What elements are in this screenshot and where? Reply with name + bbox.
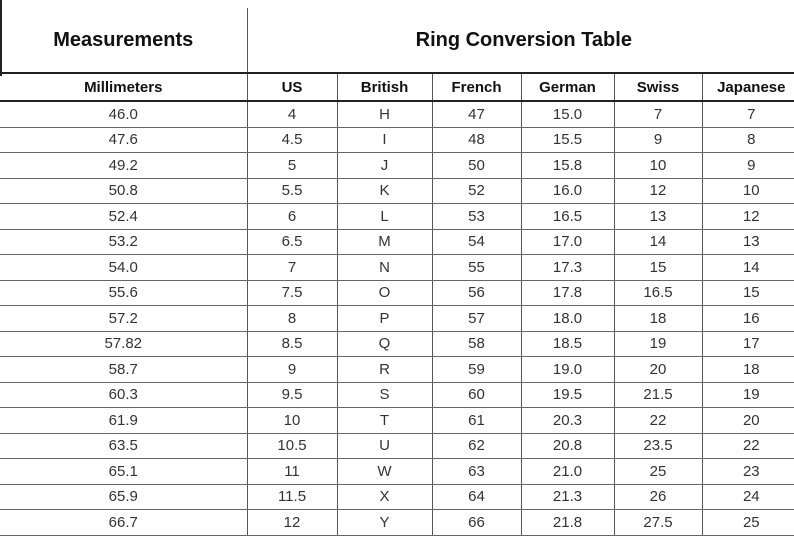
cell-german: 21.3 — [521, 484, 614, 510]
cell-german: 18.0 — [521, 306, 614, 332]
cell-german: 21.8 — [521, 510, 614, 536]
cell-japanese: 22 — [702, 433, 794, 459]
cell-british: K — [337, 178, 432, 204]
cell-japanese: 25 — [702, 510, 794, 536]
cell-millimeters: 46.0 — [0, 101, 247, 127]
cell-millimeters: 65.9 — [0, 484, 247, 510]
cell-japanese: 7 — [702, 101, 794, 127]
cell-millimeters: 57.2 — [0, 306, 247, 332]
cell-swiss: 16.5 — [614, 280, 702, 306]
cell-french: 47 — [432, 101, 521, 127]
cell-swiss: 10 — [614, 153, 702, 179]
cell-millimeters: 65.1 — [0, 459, 247, 485]
cell-millimeters: 53.2 — [0, 229, 247, 255]
cell-french: 59 — [432, 357, 521, 383]
cell-swiss: 18 — [614, 306, 702, 332]
table-row — [0, 306, 794, 332]
cell-french: 48 — [432, 127, 521, 153]
table-row — [0, 204, 794, 230]
cell-millimeters: 60.3 — [0, 382, 247, 408]
cell-british: X — [337, 484, 432, 510]
cell-us: 12 — [247, 510, 337, 536]
cell-japanese: 20 — [702, 408, 794, 434]
column-header-millimeters: Millimeters — [0, 73, 247, 101]
column-header-row — [0, 73, 794, 101]
measurements-header: Measurements — [0, 8, 247, 73]
cell-british: T — [337, 408, 432, 434]
ring-conversion-table-title: Ring Conversion Table — [247, 8, 794, 73]
cell-french: 56 — [432, 280, 521, 306]
cell-german: 16.5 — [521, 204, 614, 230]
cell-german: 17.0 — [521, 229, 614, 255]
table-body — [0, 101, 794, 535]
cell-us: 4.5 — [247, 127, 337, 153]
cell-japanese: 16 — [702, 306, 794, 332]
table-row — [0, 280, 794, 306]
cell-millimeters: 58.7 — [0, 357, 247, 383]
cell-british: Y — [337, 510, 432, 536]
cell-swiss: 26 — [614, 484, 702, 510]
cell-french: 53 — [432, 204, 521, 230]
cell-french: 66 — [432, 510, 521, 536]
group-header-row — [0, 8, 794, 73]
cell-us: 7.5 — [247, 280, 337, 306]
cell-millimeters: 50.8 — [0, 178, 247, 204]
cell-japanese: 15 — [702, 280, 794, 306]
table-row — [0, 331, 794, 357]
cell-german: 19.5 — [521, 382, 614, 408]
cell-millimeters: 49.2 — [0, 153, 247, 179]
cell-millimeters: 57.82 — [0, 331, 247, 357]
cell-british: O — [337, 280, 432, 306]
column-header-japanese: Japanese — [702, 73, 794, 101]
cell-german: 15.0 — [521, 101, 614, 127]
cell-us: 4 — [247, 101, 337, 127]
cell-swiss: 13 — [614, 204, 702, 230]
table-row — [0, 255, 794, 281]
cell-japanese: 10 — [702, 178, 794, 204]
table-row — [0, 408, 794, 434]
cell-german: 20.8 — [521, 433, 614, 459]
column-header-us: US — [247, 73, 337, 101]
cell-german: 17.3 — [521, 255, 614, 281]
cell-swiss: 21.5 — [614, 382, 702, 408]
cell-us: 11.5 — [247, 484, 337, 510]
cell-us: 7 — [247, 255, 337, 281]
cell-german: 17.8 — [521, 280, 614, 306]
cell-british: U — [337, 433, 432, 459]
cell-british: S — [337, 382, 432, 408]
table-row — [0, 433, 794, 459]
cell-british: W — [337, 459, 432, 485]
cell-british: Q — [337, 331, 432, 357]
cell-swiss: 9 — [614, 127, 702, 153]
cell-french: 60 — [432, 382, 521, 408]
cell-millimeters: 55.6 — [0, 280, 247, 306]
cell-german: 20.3 — [521, 408, 614, 434]
table-row — [0, 127, 794, 153]
table-row — [0, 459, 794, 485]
cell-british: M — [337, 229, 432, 255]
cell-us: 10.5 — [247, 433, 337, 459]
column-header-french: French — [432, 73, 521, 101]
cell-swiss: 19 — [614, 331, 702, 357]
cell-french: 61 — [432, 408, 521, 434]
cell-french: 55 — [432, 255, 521, 281]
table-row — [0, 382, 794, 408]
cell-british: I — [337, 127, 432, 153]
cell-swiss: 27.5 — [614, 510, 702, 536]
column-header-british: British — [337, 73, 432, 101]
table-row — [0, 178, 794, 204]
cell-millimeters: 54.0 — [0, 255, 247, 281]
table-row — [0, 357, 794, 383]
cell-swiss: 23.5 — [614, 433, 702, 459]
cell-swiss: 15 — [614, 255, 702, 281]
table-row — [0, 510, 794, 536]
cell-german: 15.5 — [521, 127, 614, 153]
cell-british: P — [337, 306, 432, 332]
column-header-swiss: Swiss — [614, 73, 702, 101]
cell-french: 62 — [432, 433, 521, 459]
cell-millimeters: 52.4 — [0, 204, 247, 230]
cell-german: 18.5 — [521, 331, 614, 357]
cell-us: 8.5 — [247, 331, 337, 357]
cell-millimeters: 63.5 — [0, 433, 247, 459]
table-row — [0, 229, 794, 255]
cell-german: 15.8 — [521, 153, 614, 179]
cell-us: 5.5 — [247, 178, 337, 204]
cell-japanese: 23 — [702, 459, 794, 485]
cell-swiss: 20 — [614, 357, 702, 383]
cell-british: N — [337, 255, 432, 281]
cell-swiss: 12 — [614, 178, 702, 204]
table-row — [0, 101, 794, 127]
cell-french: 54 — [432, 229, 521, 255]
cell-us: 6 — [247, 204, 337, 230]
cell-german: 21.0 — [521, 459, 614, 485]
cell-japanese: 24 — [702, 484, 794, 510]
cell-french: 58 — [432, 331, 521, 357]
cell-millimeters: 61.9 — [0, 408, 247, 434]
ring-conversion-table — [0, 8, 794, 536]
cell-us: 11 — [247, 459, 337, 485]
cell-german: 19.0 — [521, 357, 614, 383]
cell-british: H — [337, 101, 432, 127]
cell-british: J — [337, 153, 432, 179]
table-row — [0, 484, 794, 510]
cell-us: 9 — [247, 357, 337, 383]
cell-japanese: 13 — [702, 229, 794, 255]
cell-french: 57 — [432, 306, 521, 332]
table-row — [0, 153, 794, 179]
cell-swiss: 14 — [614, 229, 702, 255]
cell-millimeters: 47.6 — [0, 127, 247, 153]
cell-french: 52 — [432, 178, 521, 204]
cell-us: 10 — [247, 408, 337, 434]
cell-swiss: 22 — [614, 408, 702, 434]
cell-british: L — [337, 204, 432, 230]
cell-british: R — [337, 357, 432, 383]
cell-millimeters: 66.7 — [0, 510, 247, 536]
cell-japanese: 8 — [702, 127, 794, 153]
cell-french: 64 — [432, 484, 521, 510]
cell-japanese: 18 — [702, 357, 794, 383]
column-header-german: German — [521, 73, 614, 101]
cell-french: 63 — [432, 459, 521, 485]
cell-us: 9.5 — [247, 382, 337, 408]
cell-german: 16.0 — [521, 178, 614, 204]
cell-japanese: 19 — [702, 382, 794, 408]
cell-japanese: 12 — [702, 204, 794, 230]
cell-japanese: 9 — [702, 153, 794, 179]
cell-swiss: 25 — [614, 459, 702, 485]
cell-french: 50 — [432, 153, 521, 179]
cell-us: 8 — [247, 306, 337, 332]
cell-japanese: 17 — [702, 331, 794, 357]
cell-us: 5 — [247, 153, 337, 179]
cell-swiss: 7 — [614, 101, 702, 127]
cell-us: 6.5 — [247, 229, 337, 255]
cell-japanese: 14 — [702, 255, 794, 281]
